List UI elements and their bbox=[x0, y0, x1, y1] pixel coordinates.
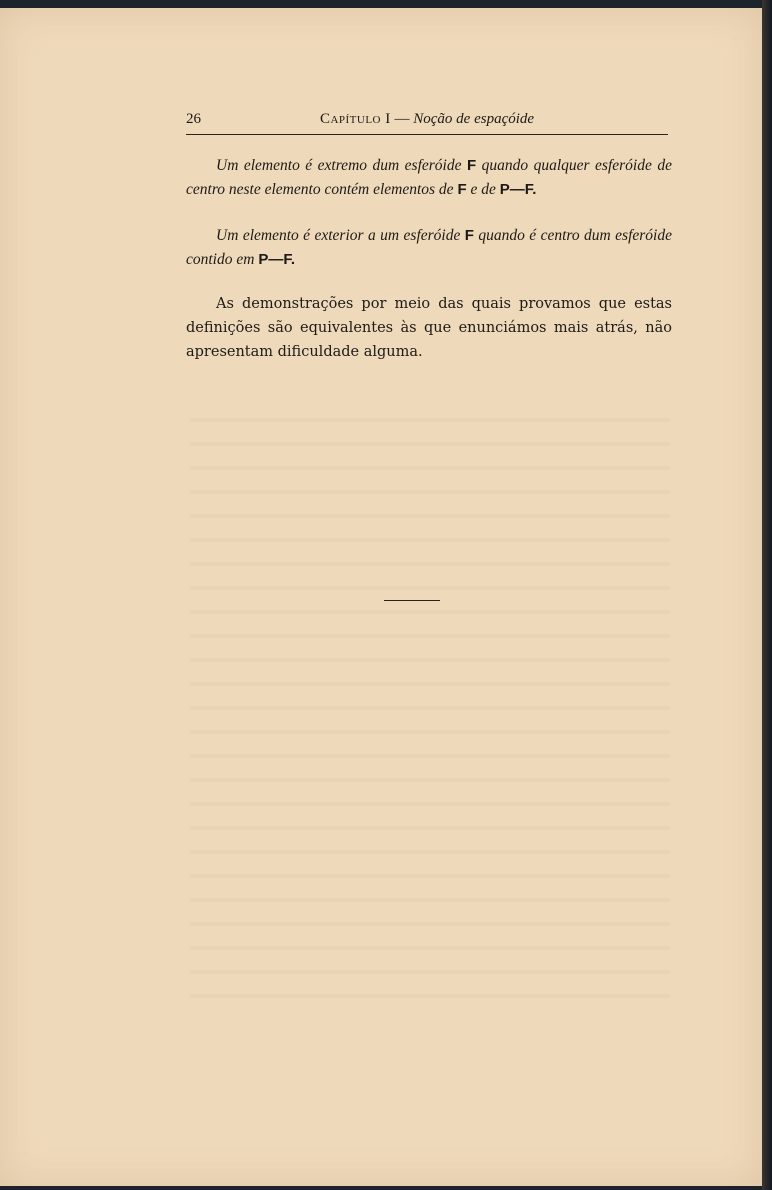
page-number: 26 bbox=[186, 111, 201, 127]
show-through-texture bbox=[190, 398, 670, 998]
definition-exterior: Um elemento é exterior a um esferóide F quando é centro dum esferóide contido em P—F. bbox=[186, 227, 672, 268]
section-title: Noção de espaçóide bbox=[413, 111, 535, 127]
definition-extremo: Um elemento é extremo dum esferóide F quando qualquer esferóide de centro neste elemento contém elementos de F e de P—F. bbox=[186, 157, 672, 198]
header-rule bbox=[186, 134, 668, 135]
page-header bbox=[186, 111, 668, 133]
header-separator: — bbox=[390, 111, 414, 127]
closing-paragraph: As demonstrações por meio das quais provamos que estas definições são equivalentes às que enunciámos mais atrás, não apresentam dificuldade alguma. bbox=[186, 296, 672, 360]
section-end-rule bbox=[384, 600, 440, 601]
running-head bbox=[186, 111, 668, 128]
book-page bbox=[0, 8, 762, 1186]
chapter-label: Capítulo I bbox=[319, 111, 391, 127]
book-edge bbox=[762, 0, 772, 1190]
